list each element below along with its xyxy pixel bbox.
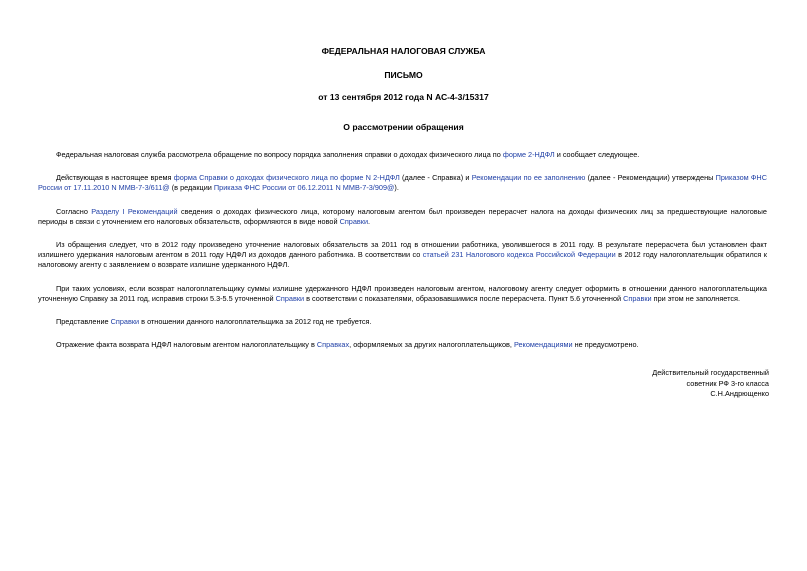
- paragraph-7: [38, 340, 767, 350]
- paragraph-text: Отражение факта возврата НДФЛ налоговым агентом налогоплательщику в: [56, 340, 317, 350]
- paragraph-4: [38, 240, 767, 271]
- paragraph-text: (далее - Справка) и: [399, 173, 472, 183]
- paragraph-text: , оформляемых за других налогоплательщиков,: [349, 340, 514, 350]
- paragraph-text: Действующая в настоящее время: [56, 173, 174, 183]
- link-recommendations[interactable]: Рекомендации по ее заполнению: [471, 173, 586, 183]
- link-spravki[interactable]: Справки: [275, 293, 305, 303]
- link-spravki[interactable]: Справки: [110, 317, 140, 327]
- document-body: [38, 150, 767, 363]
- paragraph-6: [38, 317, 767, 327]
- document-date-number: от 13 сентября 2012 года N АС-4-3/15317: [318, 92, 489, 102]
- paragraph-text: Представление: [56, 317, 111, 327]
- paragraph-text: не предусмотрено.: [572, 340, 639, 350]
- paragraph-5: [38, 284, 767, 304]
- paragraph-text: (далее - Рекомендации) утверждены: [585, 173, 716, 183]
- paragraph-text: Согласно: [56, 206, 92, 216]
- paragraph-text: .: [368, 216, 371, 226]
- paragraph-text: (в редакции: [169, 183, 214, 193]
- signatory-class: советник РФ 3-го класса: [686, 378, 769, 388]
- paragraph-text: и сообщает следующее.: [554, 150, 640, 159]
- link-order-909[interactable]: Приказа ФНС России от 06.12.2011 N ММВ-7-3/909@: [213, 183, 395, 193]
- paragraph-text: Из обращения следует, что в 2012 году произведено уточнение налоговых обязательств за 2011 год в отношении работника, уволившегося в 2011 году. В результате перерасчета был установлен факт излишнего удержания налоговым агентом в 2011 году НДФЛ из доходов данного работника. В соответствии со: [38, 240, 767, 260]
- paragraph-3: [38, 207, 767, 227]
- link-order-611[interactable]: Приказом ФНС России от 17.11.2010 N ММВ-7-3/611@: [38, 173, 767, 193]
- link-spravki[interactable]: Справки: [623, 293, 652, 303]
- paragraph-text: в соответствии с показателями, образовавшимися после перерасчета. Пункт 5.6 уточненной: [304, 293, 624, 303]
- paragraph-text: в 2012 году налогоплательщик обратился к налоговому агенту с заявлением о возврате излишне удержанного НДФЛ.: [38, 250, 767, 270]
- paragraph-1: [38, 150, 767, 160]
- paragraph-text: При таких условиях, если возврат налогоплательщику суммы излишне удержанного НДФЛ произведен налоговым агентом, налоговому агенту следует оформить в отношении данного налогоплательщика уточненную Справку за 2011 год, исправив строки 5.3-5.5 уточненной: [38, 283, 767, 303]
- link-article-231-tax-code[interactable]: статьей 231 Налогового кодекса Российской Федерации: [422, 250, 616, 260]
- link-form-2ndfl[interactable]: форме 2-НДФЛ: [502, 150, 555, 159]
- signature-block: [652, 368, 769, 400]
- link-spravkah[interactable]: Справках: [316, 340, 350, 350]
- paragraph-text: при этом не заполняется.: [651, 293, 740, 303]
- link-recommendations[interactable]: Рекомендациями: [513, 340, 573, 350]
- link-section-1-recommendations[interactable]: Разделу I Рекомендаций: [91, 206, 178, 216]
- signatory-rank: Действительный государственный: [652, 368, 769, 377]
- paragraph-text: в отношении данного налогоплательщика за 2012 год не требуется.: [139, 317, 372, 327]
- paragraph-text: сведения о доходах физического лица, которому налоговым агентом был произведен перерасчет налога на доходы физических лиц за предшествующие налоговые периоды в связи с уточнением его налоговых обязательств, оформляются в виде новой: [38, 206, 767, 226]
- document-type: ПИСЬМО: [384, 70, 423, 80]
- signatory-name: С.Н.Андрющенко: [710, 389, 769, 399]
- organization-title: ФЕДЕРАЛЬНАЯ НАЛОГОВАЯ СЛУЖБА: [321, 46, 486, 56]
- document-subject: О рассмотрении обращения: [343, 122, 464, 132]
- link-spravki[interactable]: Справки: [339, 216, 369, 226]
- paragraph-text: Федеральная налоговая служба рассмотрела обращение по вопросу порядка заполнения справки о доходах физического лица по: [56, 150, 503, 159]
- paragraph-2: [38, 173, 767, 193]
- paragraph-text: ).: [394, 183, 399, 193]
- link-form-spravki[interactable]: форма Справки о доходах физического лица по форме N 2-НДФЛ: [173, 173, 400, 183]
